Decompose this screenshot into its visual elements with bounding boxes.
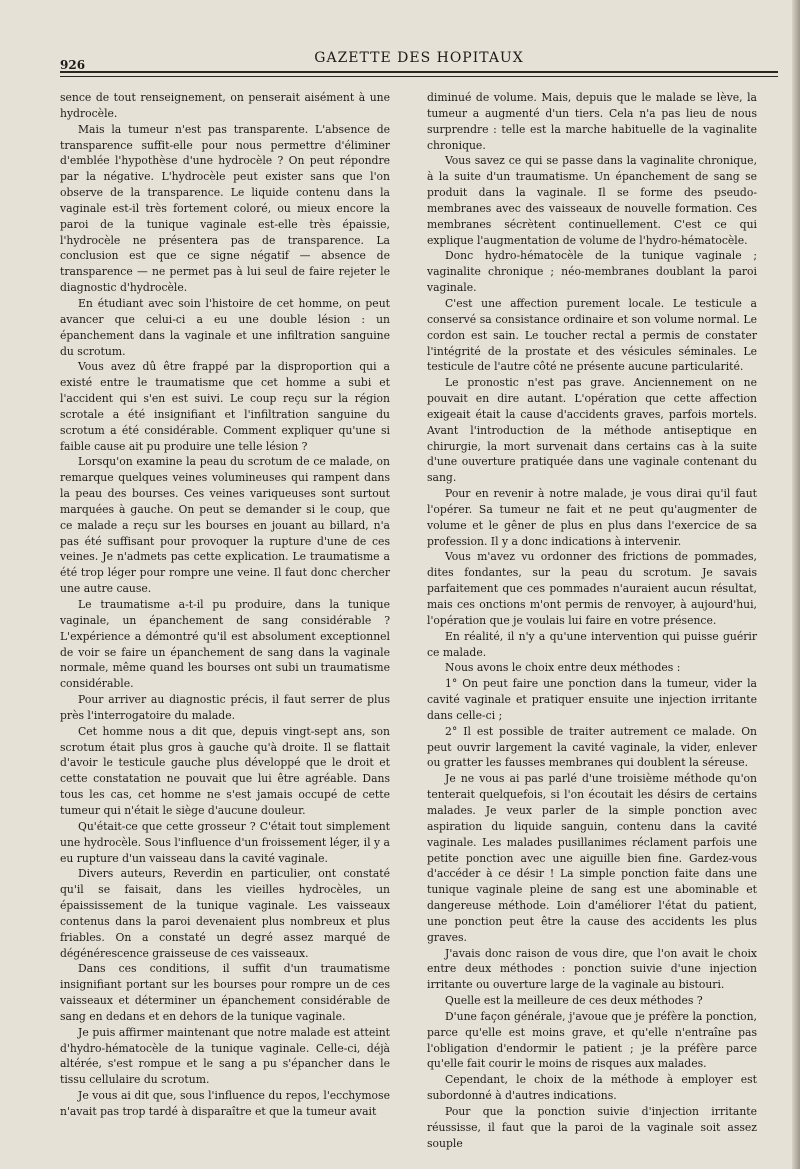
paragraph: Lorsqu'on examine la peau du scrotum de ce malade, on remarque quelques veines volumineuses qui rampent dans la peau des bourses. Ces veines variqueuses sont surtout marquées à gauche. On peut se demander si le coup, que ce malade a reçu sur les bourses en jouant au billard, n'a pas été suffisant pour provoquer la rupture d'une de ces veines. Je n'admets pas cette explication. Le traumatisme a été trop léger pour rompre une veine. Il faut donc chercher une autre cause. <box>60 455 390 596</box>
paragraph: Vous savez ce qui se passe dans la vaginalite chronique, à la suite d'un traumatisme. Un épanchement de sang se produit dans la vaginale. Il se forme des pseudo-membranes avec des vaisseaux de nouvelle formation. Ces membranes sécrètent continuellement. C'est ce qui explique l'augmentation de volume de l'hydro-hématocèle. <box>427 154 757 247</box>
right-column <box>427 90 757 1152</box>
paragraph: Pour en revenir à notre malade, je vous dirai qu'il faut l'opérer. Sa tumeur ne fait et ne peut qu'augmenter de volume et le gêner de plus en plus dans l'exercice de sa profession. Il y a donc indications à intervenir. <box>427 487 757 548</box>
paragraph: Nous avons le choix entre deux méthodes : <box>445 661 681 675</box>
paragraph: Qu'était-ce que cette grosseur ? C'était tout simplement une hydrocèle. Sous l'influence d'un froissement léger, il y a eu rupture d'un vaisseau dans la cavité vaginale. <box>60 819 390 865</box>
paragraph: D'une façon générale, j'avoue que je préfère la ponction, parce qu'elle est moins grave, et qu'elle n'entraîne pas l'obligation d'endormir le patient ; je la préfère parce qu'elle fait courir le moins de risques aux malades. <box>427 1009 757 1071</box>
paragraph: Dans ces conditions, il suffit d'un traumatisme insignifiant portant sur les bourses pour rompre un de ces vaisseaux et déterminer un épanchement considérable de sang en dedans et en dehors de la tunique vaginale. <box>60 962 390 1023</box>
paragraph: Donc hydro-hématocèle de la tunique vaginale ; vaginalite chronique ; néo-membranes doublant la paroi vaginale. <box>427 249 757 295</box>
paragraph: Le pronostic n'est pas grave. Anciennement on ne pouvait en dire autant. L'opération que cette affection exigeait était la cause d'accidents graves, parfois mortels. Avant l'introduction de la méthode antiseptique en chirurgie, la mort survenait dans certains cas à la suite d'une ouverture pratiquée dans une vaginale contenant du sang. <box>427 376 757 485</box>
paragraph: 2° Il est possible de traiter autrement ce malade. On peut ouvrir largement la cavité vaginale, la vider, enlever ou gratter les fausses membranes qui doublent la séreuse. <box>427 724 757 770</box>
paragraph: En étudiant avec soin l'histoire de cet homme, on peut avancer que celui-ci a eu une double lésion : un épanchement dans la vaginale et une infiltration sanguine du scrotum. <box>60 296 390 358</box>
paragraph: Cependant, le choix de la méthode à employer est subordonné à d'autres indications. <box>427 1073 757 1103</box>
paragraph: Cet homme nous a dit que, depuis vingt-sept ans, son scrotum était plus gros à gauche qu'à droite. Il se flattait d'avoir le testicule gauche plus développé que le droit et cette constatation ne pouvait que lui être agréable. Dans tous les cas, cet homme ne s'est jamais occupé de cette tumeur qui n'était le siège d'aucune douleur. <box>60 724 390 817</box>
paragraph: Je vous ai dit que, sous l'influence du repos, l'ecchymose n'avait pas trop tardé à disparaître et que la tumeur avait <box>60 1089 390 1118</box>
paragraph: Mais la tumeur n'est pas transparente. L'absence de transparence suffit-elle pour nous permettre d'éliminer d'emblée l'hypothèse d'une hydrocèle ? On peut répondre par la négative. L'hydrocèle peut exister sans que l'on observe de la transparence. Le liquide contenu dans la vaginale est-il très fortement coloré, ou mieux encore la paroi de la tunique vaginale est-elle très épaissie, l'hydrocèle ne présentera pas de transparence. La conclusion est que ce signe négatif — absence de transparence — ne permet pas à lui seul de faire rejeter le diagnostic d'hydrocèle. <box>60 122 390 295</box>
paragraph: Vous avez dû être frappé par la disproportion qui a existé entre le traumatisme que cet homme a subi et l'accident qui s'en est suivi. Le coup reçu sur la région scrotale a été insignifiant et l'infiltration sanguine du scrotum a été considérable. Comment expliquer qu'une si faible cause ait pu produire une telle lésion ? <box>60 360 390 453</box>
paragraph: En réalité, il n'y a qu'une intervention qui puisse guérir ce malade. <box>427 629 757 659</box>
journal-title: GAZETTE DES HOPITAUX <box>314 50 524 66</box>
paragraph: J'avais donc raison de vous dire, que l'on avait le choix entre deux méthodes : ponction suivie d'une injection irritante ou ouverture large de la vaginale au bistouri. <box>427 946 757 992</box>
page-number: 926 <box>60 58 86 72</box>
paragraph: Quelle est la meilleure de ces deux méthodes ? <box>445 994 703 1008</box>
page-edge-shadow <box>792 0 800 1169</box>
left-column <box>60 90 390 1120</box>
page-header <box>60 50 778 80</box>
paragraph: Divers auteurs, Reverdin en particulier, ont constaté qu'il se faisait, dans les vieilles hydrocèles, un épaississement de la tunique vaginale. Les vaisseaux contenus dans la paroi devenaient plus nombreux et plus friables. On a constaté un degré assez marqué de dégénérescence graisseuse de ces vaisseaux. <box>60 867 390 960</box>
paragraph: Je ne vous ai pas parlé d'une troisième méthode qu'on tenterait quelquefois, si l'on écoutait les désirs de certains malades. Je veux parler de la simple ponction avec aspiration du liquide sanguin, contenu dans la cavité vaginale. Les malades pusillanimes réclament parfois une petite ponction avec une aiguille bien fine. Gardez-vous d'accéder à ce désir ! La simple ponction faite dans une tunique vaginale pleine de sang est une abominable et dangereuse méthode. Loin d'améliorer l'état du patient, une ponction peut être la cause des accidents les plus graves. <box>427 772 757 944</box>
paragraph: Le traumatisme a-t-il pu produire, dans la tunique vaginale, un épanchement de sang considérable ? L'expérience a démontré qu'il est absolument exceptionnel de voir se faire un épanchement de sang dans la vaginale normale, même quand les bourses ont subi un traumatisme considérable. <box>60 598 390 691</box>
paragraph: Vous m'avez vu ordonner des frictions de pommades, dites fondantes, sur la peau du scrotum. Je savais parfaitement que ces pommades n'auraient aucun résultat, mais ces onctions m'ont permis de renvoyer, à aujourd'hui, l'opération que je voulais lui faire en votre présence. <box>427 550 757 627</box>
header-rule-thin <box>60 76 778 77</box>
paragraph: Pour que la ponction suivie d'injection irritante réussisse, il faut que la paroi de la vaginale soit assez souple <box>427 1105 757 1150</box>
paragraph: diminué de volume. Mais, depuis que le malade se lève, la tumeur a augmenté d'un tiers. Cela n'a pas lieu de nous surprendre : telle est la marche habituelle de la vaginalite chronique. <box>427 91 757 152</box>
header-rule <box>60 71 778 73</box>
paragraph: C'est une affection purement locale. Le testicule a conservé sa consistance ordinaire et son volume normal. Le cordon est sain. Le toucher rectal a permis de constater l'intégrité de la prostate et des vésicules séminales. Le testicule de l'autre côté ne présente aucune particularité. <box>427 296 757 374</box>
paragraph: sence de tout renseignement, on penserait aisément à une hydrocèle. <box>60 91 390 120</box>
paragraph: Je puis affirmer maintenant que notre malade est atteint d'hydro-hématocèle de la tunique vaginale. Celle-ci, déjà altérée, s'est rompue et le sang a pu s'épancher dans le tissu cellulaire du scrotum. <box>60 1025 390 1087</box>
paragraph: Pour arriver au diagnostic précis, il faut serrer de plus près l'interrogatoire du malade. <box>60 693 390 722</box>
paragraph: 1° On peut faire une ponction dans la tumeur, vider la cavité vaginale et pratiquer ensuite une injection irritante dans celle-ci ; <box>427 677 757 722</box>
